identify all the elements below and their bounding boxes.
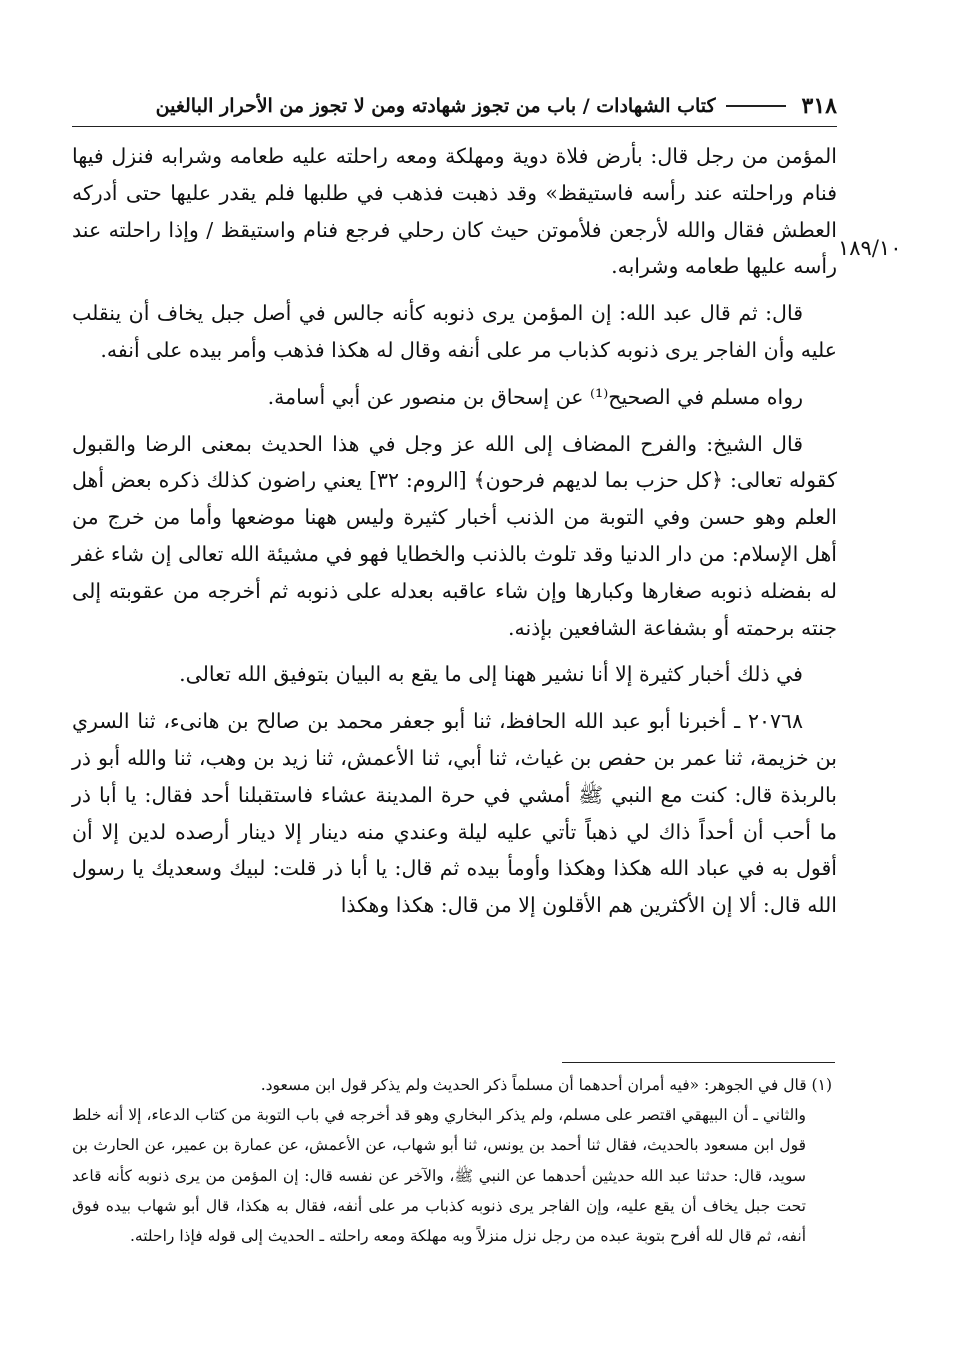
paragraph: قال الشيخ: والفرح المضاف إلى الله عز وجل في هذا الحديث بمعنى الرضا والقبول كقوله تعالى: ﴿كل حزب بما لديهم فرحون﴾ [الروم: ٣٢] يعني راضون كذلك ذكره بعض أهل العلم وهو حسن وفي التوبة من الذنب أخبار كثيرة وليس ههنا موضعها وأما من خرج من أهل الإسلام: من دار الدنيا وقد تلوث بالذنب والخطايا فهو في مشيئة الله تعالى إن شاء غفر له بفضله ذنوبه صغارها وكبارها وإن شاء عاقبه بعدله على ذنوبه ثم أخرجه من عقوبته إلى جنته برحمته أو بشفاعة الشافعين بإذنه. — [72, 431, 838, 640]
header-title: كتاب الشهادات / باب من تجوز شهادته ومن لا تجوز من الأحرار البالغين — [155, 95, 716, 117]
header-rule — [726, 105, 786, 107]
margin-reference: ١٨٩/١٠ — [838, 236, 902, 260]
footnote-separator — [562, 1062, 835, 1063]
page-number: ٣١٨ — [801, 93, 837, 119]
main-text — [72, 138, 837, 934]
paragraph: المؤمن من رجل قال: بأرض فلاة دوية ومهلكة ومعه راحلته عليه طعامه وشرابه فنزل فيها فنام وراحلته عند رأسه فاستيقظ» وقد ذهبت فذهب في طلبها فلم يقدر عليها حتى أدركه العطش فقال والله لأرجعن فلأموتن حيث كان رحلي فرجع فنام واستيقظ / وإذا راحلته عند رأسه عليها طعامه وشرابه. — [72, 144, 837, 279]
footnote: (١) قال في الجوهر: «فيه أمران أحدهما أن مسلماً ذكر الحديث ولم يذكر قول ابن مسعود. — [260, 1076, 832, 1094]
paragraph: في ذلك أخبار كثيرة إلا أنا نشير ههنا إلى ما يقع به البيان بتوفيق الله تعالى. — [179, 662, 803, 687]
paragraph: رواه مسلم في الصحيح⁽¹⁾ عن إسحاق بن منصور عن أبي أسامة. — [267, 384, 803, 409]
footnotes — [72, 1070, 832, 1251]
hadith-paragraph: ٢٠٧٦٨ ـ أخبرنا أبو عبد الله الحافظ، ثنا أبو جعفر محمد بن صالح بن هانىء، ثنا السري بن خزيمة، ثنا عمر بن حفص بن غياث، ثنا أبي، ثنا الأعمش، ثنا زيد بن وهب، ثنا والله أبو ذر بالربذة قال: كنت مع النبي ﷺ أمشي في حرة المدينة عشاء فاستقبلنا أحد فقال: يا أبا ذر ما أحب أن أحداً ذاك لي ذهباً تأتي عليه ليلة وعندي منه دينار إلا دينار أرصده لدين إلا أن أقول به في عباد الله هكذا وهكذا وأومأ بيده ثم قال: يا أبا ذر قلت: لبيك وسعديك يا رسول الله قال: ألا إن الأكثرين هم الأقلون إلا من قال: هكذا وهكذا — [72, 709, 837, 918]
running-header — [72, 86, 837, 127]
footnote-continuation: والثاني ـ أن البيهقي اقتصر على مسلم، ولم يذكر البخاري وهو قد أخرجه في باب التوبة من كتاب الدعاء، إلا أنه خلط قول ابن مسعود بالحديث، فقال ثنا أحمد بن يونس، ثنا أبو شهاب، عن الأعمش، عن عمارة بن عمير، عن الحارث بن سويد، قال: حدثنا عبد الله حديثين أحدهما عن النبي ﷺ، والآخر عن نفسه قال: إن المؤمن من يرى ذنوبه كأنه قاعد تحت جبل يخاف أن يقع عليه، وإن الفاجر يرى ذنوبه كذباب مر على أنفه، فقال به هكذا، قال أبو شهاب بيده فوق أنفه، ثم قال لله أفرح بتوبة عبده من رجل نزل منزلاً وبه مهلكة ومعه راحلته ـ الحديث إلى قوله فإذا راحلته. — [72, 1106, 806, 1246]
paragraph: قال: ثم قال عبد الله: إن المؤمن يرى ذنوبه كأنه جالس في أصل جبل يخاف أن ينقلب عليه وأن الفاجر يرى ذنوبه كذباب مر على أنفه وقال له هكذا فذهب وأمر بيده على أنفه. — [72, 301, 837, 362]
